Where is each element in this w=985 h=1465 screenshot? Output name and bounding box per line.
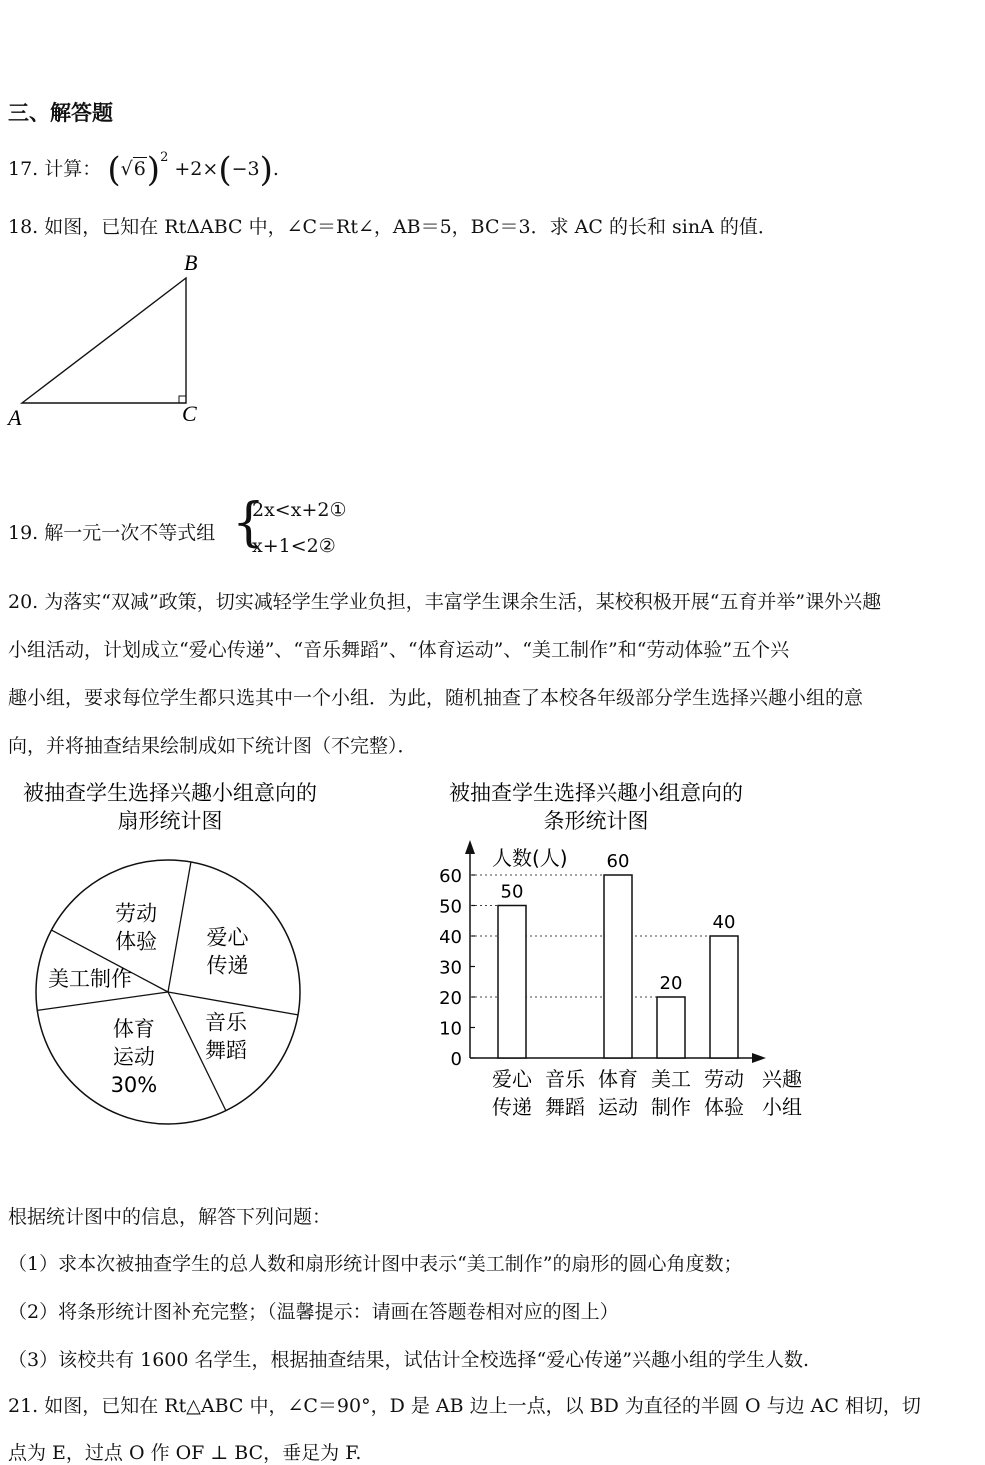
category-label-1: 爱心	[492, 1067, 532, 1091]
pie-slice-5-label: 美工制作	[48, 967, 133, 992]
question-19	[8, 518, 215, 545]
label-c: C	[182, 401, 197, 426]
question-21	[8, 1391, 921, 1418]
bar-5	[710, 936, 738, 1058]
q17-radicand: 6	[133, 158, 146, 180]
q19-prefix: 解一元一次不等式组	[44, 522, 216, 544]
label-b: B	[184, 250, 198, 275]
bar-subtitle: 条形统计图	[543, 809, 649, 833]
pie-chart	[0, 770, 360, 1130]
q20-number: 20.	[8, 591, 39, 613]
q17-open-paren: (	[107, 150, 121, 190]
bar-5-value: 40	[712, 912, 736, 933]
brace-icon: {	[232, 493, 266, 553]
bar-3	[604, 875, 632, 1058]
sqrt-icon: √	[120, 158, 133, 180]
q17-end: .	[272, 158, 279, 180]
category-label-2: 音乐	[545, 1067, 585, 1091]
q19-line2: x+1<2②	[252, 535, 336, 557]
q20-line-4: 向，并将抽查结果绘制成如下统计图（不完整）．	[8, 735, 417, 757]
q20-after: 根据统计图中的信息，解答下列问题：	[8, 1206, 332, 1228]
x-axis-arrow-icon	[752, 1053, 766, 1063]
pie-slice-3-label: 音乐	[204, 1010, 247, 1035]
q20-sub-2: （2）将条形统计图补充完整；（温馨提示：请画在答题卷相对应的图上）	[8, 1301, 619, 1323]
bar-1	[498, 906, 526, 1059]
q20-sub-1: （1）求本次被抽查学生的总人数和扇形统计图中表示“美工制作”的扇形的圆心角度数；	[8, 1253, 743, 1275]
pie-slice-4-label: 运动	[112, 1045, 155, 1070]
y-tick-label: 20	[439, 988, 462, 1009]
q17-exponent: 2	[160, 150, 169, 165]
y-tick-label: 40	[439, 927, 462, 948]
category-label-2: 舞蹈	[545, 1095, 585, 1119]
q21-number: 21.	[8, 1395, 39, 1417]
y-tick-label: 10	[439, 1018, 462, 1040]
q17-open-paren-2: (	[218, 150, 232, 190]
q17-prefix: 计算：	[44, 158, 102, 180]
label-a: A	[8, 405, 22, 430]
category-label-3: 运动	[598, 1095, 638, 1119]
q17-rest: +2×	[174, 158, 219, 180]
pie-title: 被抽查学生选择兴趣小组意向的	[23, 781, 317, 805]
bar-chart	[420, 770, 820, 1130]
pie-slice-2-label: 爱心	[206, 925, 249, 950]
triangle-abc	[22, 278, 186, 403]
y-tick-label: 60	[439, 866, 462, 887]
q19-number: 19.	[8, 522, 39, 544]
q20-line-2: 小组活动，计划成立“爱心传递”、“音乐舞蹈”、“体育运动”、“美工制作”和“劳动体验”五个兴	[8, 639, 790, 661]
q17-close-paren: )	[146, 150, 161, 190]
q21-line2: 点为 E，过点 O 作 OF ⊥ BC，垂足为 F.	[8, 1442, 362, 1464]
bar-title: 被抽查学生选择兴趣小组意向的	[449, 781, 743, 805]
pie-slice-1-label: 体验	[115, 929, 158, 954]
pie-slice-3-label: 舞蹈	[204, 1038, 247, 1063]
y-tick-label: 50	[439, 896, 462, 918]
q20-line-3: 趣小组，要求每位学生都只选其中一个小组．为此，随机抽查了本校各年级部分学生选择兴趣小组的意	[8, 687, 864, 709]
category-label-4: 美工	[651, 1067, 691, 1091]
question-20	[8, 578, 881, 770]
bar-plot	[439, 840, 802, 1119]
pie-slice-2-label: 传递	[206, 953, 249, 978]
q18-number: 18.	[8, 216, 39, 238]
triangle-figure	[0, 245, 240, 445]
question-17	[8, 150, 279, 190]
pie-slice-4-label: 30%	[110, 1073, 158, 1098]
x-axis-label: 兴趣	[762, 1067, 802, 1091]
pie-subtitle: 扇形统计图	[117, 809, 223, 833]
y-axis-label: 人数(人)	[492, 846, 568, 870]
category-label-5: 体验	[704, 1095, 744, 1119]
q21-line1: 如图，已知在 Rt△ABC 中，∠C＝90°，D 是 AB 边上一点，以 BD 为直径的半圆 O 与边 AC 相切，切	[44, 1395, 921, 1417]
q17-close-paren-2: )	[259, 150, 273, 190]
q17-number: 17.	[8, 158, 39, 180]
pie-slices	[36, 860, 300, 1124]
pie-slice-4-label: 体育	[112, 1017, 155, 1042]
category-label-5: 劳动	[704, 1067, 744, 1091]
bar-3-value: 60	[606, 851, 630, 872]
q18-text: 如图，已知在 RtΔABC 中，∠C＝Rt∠，AB＝5，BC＝3．求 AC 的长和 sinA 的值．	[44, 216, 777, 238]
bar-1-value: 50	[500, 881, 524, 903]
q17-neg: −3	[231, 158, 260, 180]
category-label-3: 体育	[598, 1067, 638, 1091]
y-tick-label: 0	[450, 1049, 462, 1070]
q20-line-1: 为落实“双减”政策，切实减轻学生学业负担，丰富学生课余生活，某校积极开展“五育并举”课外兴趣	[44, 591, 882, 613]
y-axis-arrow-icon	[465, 840, 475, 854]
category-label-4: 制作	[651, 1095, 691, 1119]
bar-4	[657, 997, 685, 1058]
question-18	[8, 212, 777, 239]
pie-slice-1-label: 劳动	[115, 901, 158, 926]
bar-4-value: 20	[659, 973, 683, 994]
category-label-1: 传递	[492, 1095, 532, 1119]
y-tick-label: 30	[439, 957, 462, 979]
section-title: 三、解答题	[8, 101, 113, 125]
q20-sub-3: （3）该校共有 1600 名学生，根据抽查结果，试估计全校选择“爱心传递”兴趣小组的学生人数.	[8, 1349, 809, 1371]
q19-line1: 2x<x+2①	[252, 499, 347, 521]
x-axis-label: 小组	[762, 1095, 802, 1119]
